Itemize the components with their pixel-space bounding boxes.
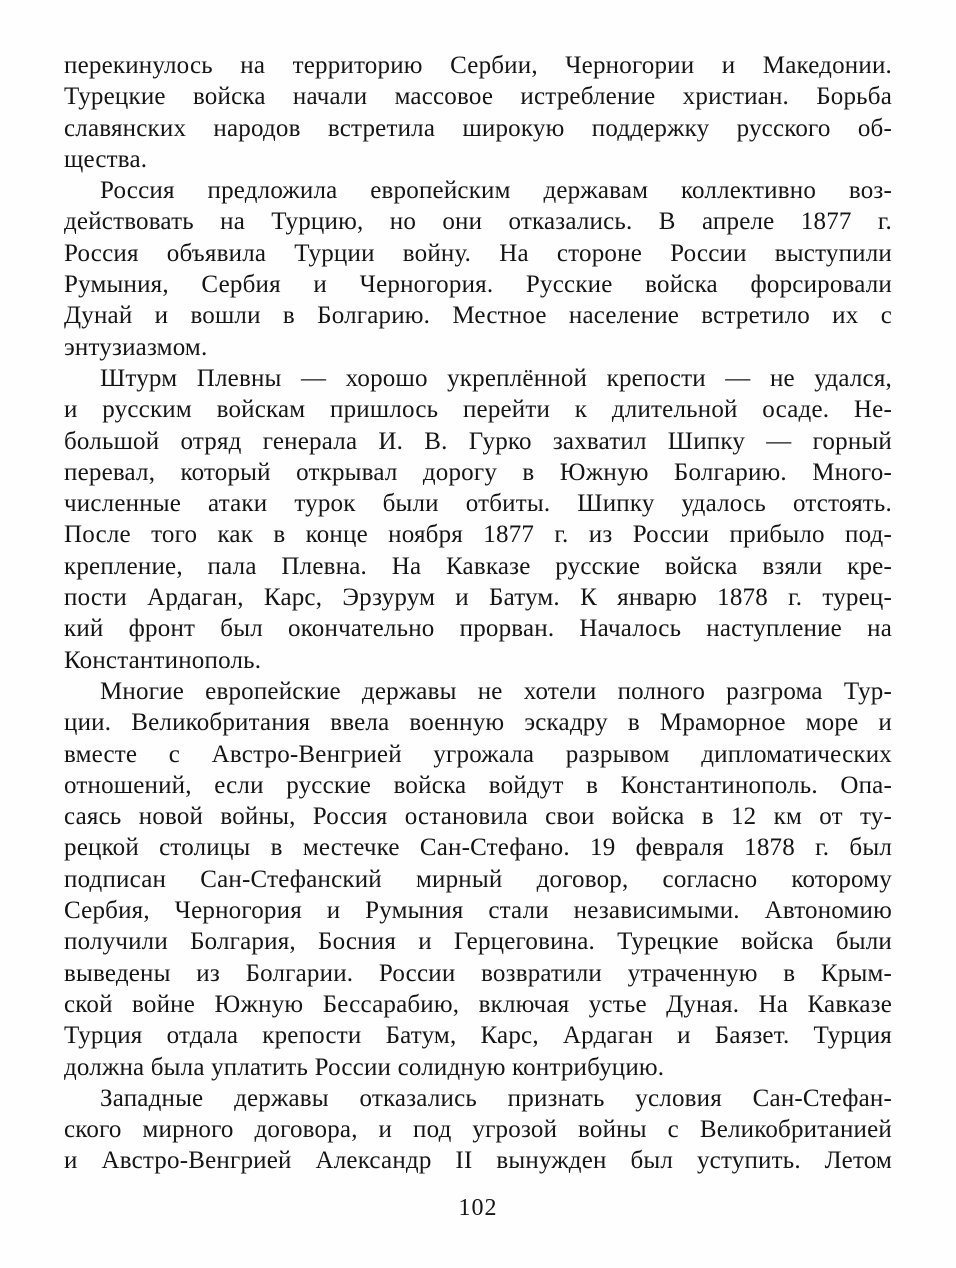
- text-line: энтузиазмом.: [64, 333, 208, 361]
- text-line: ского мирного договора, и под угрозой войны с Великобританией: [64, 1116, 892, 1144]
- text-line: перекинулось на территорию Сербии, Черногории и Македонии.: [64, 52, 892, 79]
- paragraph: [64, 175, 892, 363]
- text-line: ской войне Южную Бессарабию, включая устье Дуная. На Кавказе: [64, 990, 892, 1018]
- text-line: Константинополь.: [64, 646, 262, 674]
- text-line: ции. Великобритания ввела военную эскадру в Мраморное море и: [64, 709, 892, 737]
- text-line: отношений, если русские войска войдут в Константинополь. Опа-: [64, 771, 892, 799]
- text-line: Штурм Плевны — хорошо укреплённой крепости — не удался,: [100, 364, 892, 392]
- text-line: рецкой столицы в местечке Сан-Стефано. 19 февраля 1878 г. был: [64, 834, 892, 862]
- text-line: После того как в конце ноября 1877 г. из России прибыло под-: [64, 521, 892, 549]
- text-line: пости Ардаган, Карс, Эрзурум и Батум. К январю 1878 г. турец-: [64, 584, 892, 612]
- paragraph: [64, 1083, 892, 1177]
- text-line: саясь новой войны, Россия остановила свои войска в 12 км от ту-: [64, 803, 892, 831]
- paragraph: [64, 50, 892, 175]
- page-number: 102: [458, 1195, 498, 1221]
- text-line: подписан Сан-Стефанский мирный договор, согласно которому: [64, 865, 892, 893]
- text-line: действовать на Турцию, но они отказались. В апреле 1877 г.: [64, 208, 892, 236]
- text-line: и русским войскам пришлось перейти к длительной осаде. Не-: [64, 396, 892, 424]
- text-line: Западные державы отказались признать условия Сан-Стефан-: [100, 1084, 892, 1112]
- text-line: численные атаки турок были отбиты. Шипку удалось отстоять.: [64, 490, 892, 518]
- text-line: кий фронт был окончательно прорван. Началось наступление на: [64, 615, 892, 643]
- text-line: Россия предложила европейским державам коллективно воз-: [100, 177, 892, 205]
- text-line: славянских народов встретила широкую поддержку русского об-: [64, 114, 892, 142]
- text-line: и Австро-Венгрией Александр II вынужден был уступить. Летом: [64, 1147, 892, 1175]
- text-line: перевал, который открывал дорогу в Южную Болгарию. Много-: [64, 458, 892, 486]
- text-line: Турецкие войска начали массовое истребление христиан. Борьба: [64, 83, 892, 111]
- paragraph: [64, 363, 892, 676]
- text-line: Россия объявила Турции войну. На стороне России выступили: [64, 239, 892, 267]
- text-line: выведены из Болгарии. России возвратили утраченную в Крым-: [64, 959, 892, 987]
- text-line: Дунай и вошли в Болгарию. Местное население встретило их с: [64, 302, 892, 330]
- page-text: [64, 50, 892, 1177]
- text-line: щества.: [64, 145, 148, 173]
- text-line: крепление, пала Плевна. На Кавказе русские войска взяли кре-: [64, 552, 892, 580]
- text-line: получили Болгария, Босния и Герцеговина. Турецкие войска были: [64, 928, 892, 956]
- text-line: Сербия, Черногория и Румыния стали независимыми. Автономию: [64, 897, 892, 925]
- text-line: должна была уплатить России солидную контрибуцию.: [64, 1053, 665, 1081]
- text-line: Многие европейские державы не хотели полного разгрома Тур-: [100, 677, 892, 705]
- text-line: Румыния, Сербия и Черногория. Русские войска форсировали: [64, 271, 892, 299]
- text-line: вместе с Австро-Венгрией угрожала разрывом дипломатических: [64, 740, 892, 768]
- paragraph: [64, 676, 892, 1083]
- text-line: Турция отдала крепости Батум, Карс, Ардаган и Баязет. Турция: [64, 1022, 892, 1050]
- text-line: большой отряд генерала И. В. Гурко захватил Шипку — горный: [64, 427, 892, 455]
